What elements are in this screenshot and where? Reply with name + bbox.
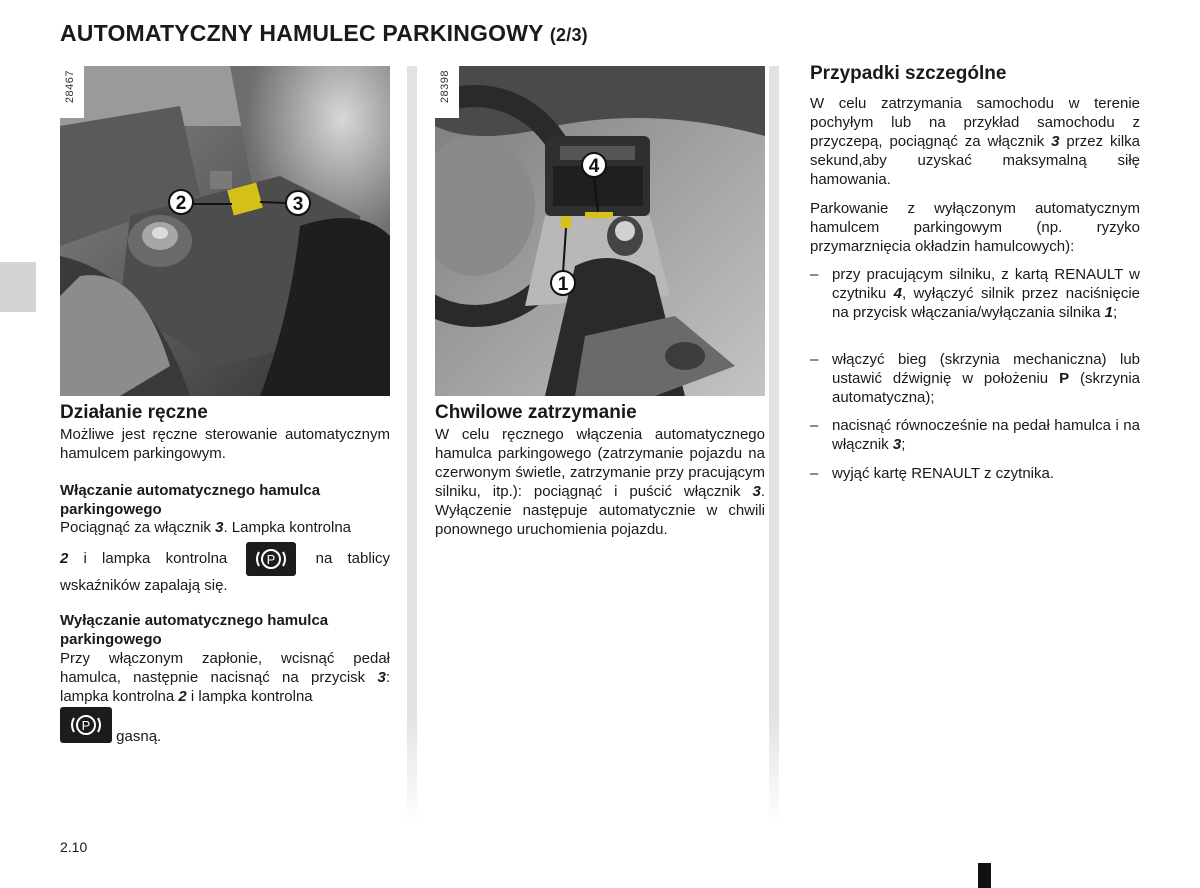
page-number: 2.10	[60, 839, 88, 855]
parking-brake-warning-icon	[60, 707, 112, 743]
title-suffix: (2/3)	[549, 25, 588, 45]
temporary-stop-text: W celu ręcznego włączenia automatycznego hamulca parkingowego (zatrzymanie pojazdu na czerwonym świetle, zatrzymanie przy pracującym silniku, itp.): pociągnąć i puścić włącznik 3. Wyłączenie następuje automatycznie w chwili ponownego uruchomienia pojazdu.	[435, 426, 766, 538]
photo-console-switch	[60, 66, 390, 396]
corner-marker	[978, 863, 991, 888]
photo-code: 28467	[64, 70, 76, 104]
callout-4: 4	[588, 156, 600, 177]
page-title	[60, 20, 588, 47]
section-heading-manual: Działanie ręczne	[60, 402, 208, 423]
engage-heading: Włączanie automatycznego hamulca parkingowego	[60, 482, 321, 518]
title-main: AUTOMATYCZNY HAMULEC PARKINGOWY	[60, 20, 544, 46]
svg-text:P: P	[267, 552, 276, 567]
svg-text:P: P	[81, 718, 91, 733]
list-item: – wyjąć kartę RENAULT z czytnika.	[810, 465, 1055, 482]
callout-2: 2	[175, 193, 187, 214]
section-heading-temporary-stop: Chwilowe zatrzymanie	[435, 402, 637, 423]
engage-text: 2 i lampka kontrolna P na tablicy wskaźników zapalają się.	[60, 542, 390, 596]
release-text: Przy włączonym zapłonie, wcisnąć pedał hamulca, następnie nacisnąć na przycisk 3: lampka kontrolna 2 i lampka kontrolna	[60, 650, 390, 705]
list-item: – przy pracującym silniku, z kartą RENAULT w czytniku 4, wyłączyć silnik przez naciśnięcie na przycisk włączania/wyłączania silnika 1;	[810, 266, 1141, 321]
list-item: – włączyć bieg (skrzynia mechaniczna) lub ustawić dźwignię w położeniu P (skrzynia automatyczna);	[810, 351, 1140, 406]
list-item: – nacisnąć równocześnie na pedał hamulca i na włącznik 3;	[810, 417, 1140, 453]
release-heading: Wyłączanie automatycznego hamulca parkingowego	[60, 612, 329, 648]
column-divider	[769, 66, 779, 826]
column-divider	[407, 66, 417, 826]
chapter-tab	[0, 262, 36, 312]
callout-3: 3	[292, 194, 304, 215]
parking-brake-warning-icon	[246, 542, 296, 576]
photo-dashboard	[435, 66, 765, 396]
release-text-end: P gasną.	[60, 707, 390, 746]
photo-code: 28398	[439, 70, 451, 104]
special-cases-p2: Parkowanie z wyłączonym automatycznym hamulcem parkingowym (np. ryzyko przymarznięcia okładzin hamulcowych):	[810, 200, 1140, 255]
special-cases-p1: W celu zatrzymania samochodu w terenie pochyłym lub na przykład samochodu z przyczepą, pociągnąć za włącznik 3 przez kilka sekund,aby uzyskać maksymalną siłę hamowania.	[810, 95, 1140, 188]
engage-text-line1: Pociągnąć za włącznik 3. Lampka kontrolna	[60, 519, 352, 536]
manual-intro: Możliwe jest ręczne sterowanie automatycznym hamulcem parkingowym.	[60, 426, 390, 462]
callout-1: 1	[557, 274, 569, 295]
section-heading-special-cases: Przypadki szczególne	[810, 63, 1007, 84]
